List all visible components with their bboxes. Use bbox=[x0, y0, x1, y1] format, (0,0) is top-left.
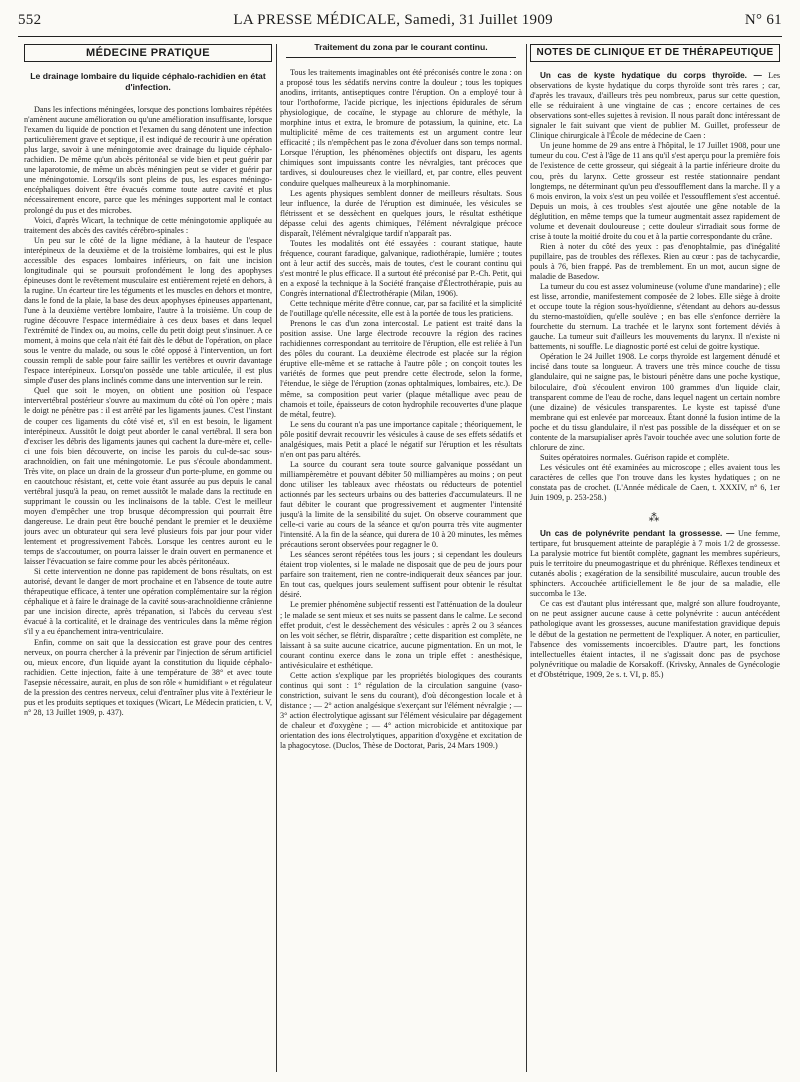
paragraph: Tous les traitements imaginables ont été préconisés contre le zona : on a proposé tous les sédatifs nervins contre la douleur ; tous les topiques anodins, irritants, antiseptiques contre l'éruption. On a employé tour à tour l'orthoforme, l'acide picrique, les injections épidurales de sérum physiologique, de cocaïne, le stypage au chlorure de méthyle, la morphine intus et extra, le bromure de potassium, la quinine, etc. La multiplicité même de ces traitements est un argument contre leur efficacité ; ils n'empêchent pas le zona d'évoluer dans son temps normal. Lorsque l'éruption, les phénomènes objectifs ont disparu, les agents chimiques sont impuissants contre les névralgies, tant précoces que tardives, si douloureuses chez le vieillard, et, par contre, elles peuvent conduire quelques malheureux à la morphinomanie. bbox=[280, 68, 522, 188]
paragraph: Les agents physiques semblent donner de meilleurs résultats. Sous leur influence, la durée de l'éruption est diminuée, les vésicules se flétrissent et se dessèchent en quelques jours, le résultat esthétique dépasse celui des agents chimiques, l'élément névralgique précoce disparaît, l'élément névralgique tardif n'apparaît pas. bbox=[280, 188, 522, 238]
paragraph: Quel que soit le moyen, on obtient une position où l'espace intervertébral postérieur s'ouvre au maximum du côté où l'on opère ; mais le doigt ne pénètre pas : il est arrêté par les ligaments jaunes. C'est l'instant de couper ces ligaments du côté visé et, s'il en est besoin, le ligament interépineux. Aussitôt le doigt peut aborder le canal vertébral. Il sera bon d'exciser les débris des ligaments jaunes qui cachent la dure-mère et, celle-ci une fois bien découverte, on incise les parois du cul-de-sac sous-arachnoïdien, on fait une méningotomie. Le pus s'écoule abondamment. Très vite, on place un drain de la grosseur d'un porte-plume, en gomme ou en caoutchouc résistant, et, cette voie étant assurée au pus depuis le canal vertébral jusqu'à la peau, on remet aussitôt le malade dans la rectitude en supprimant le coussin ou les inclinaisons de la table. C'est le meilleur moyen d'empêcher une trop brusque décompression qui pourrait être dangereuse. Le drain peut être bouché pendant le premier et le deuxième jours avec un obturateur qui sera levé plusieurs fois par jour pour vider lentement et progressivement l'abcès. Lorsque les centres auront eu le temps de s'accoutumer, on pourra laisser le drain ouvert en permanence et laisser l'évacuation se faire comme pour les abcès péritonéaux. bbox=[24, 386, 272, 567]
article-title: Traitement du zona par le courant continu. bbox=[286, 44, 516, 58]
paragraph: Un peu sur le côté de la ligne médiane, à la hauteur de l'espace interépineux de la deuxième et de la troisième lombaires, qui est le plus accessible des espaces lombaires inférieurs, on fait une incision longitudinale qui se poursuit profondément le long des apophyses épineuses dont le revêtement musculaire est entièrement rejeté en dehors, à la rugine. Un écarteur tire les téguments et les muscles en dehors et montre, dans le fond de la plaie, la base des deux apophyses épineuses appartenant, l'une à la deuxième vertèbre lombaire, l'autre à la troisième. Un coup de rugine découvre l'espace intermédiaire à ces deux bases et dans lequel l'extrémité de l'index ou, au moins, celle du petit doigt peut s'insinuer. A ce moment, à moins que cela n'ait été fait dès le début de l'opération, on place sous le ventre du malade, ou sous le côté opposé à l'intervention, un fort coussin rempli de sable pour faire saillir les vertèbres et ouvrir davantage l'espace interépineux. Lorsqu'on possède une table articulée, il est plus simple d'user des plans inclinés comme dans une intervention sur le rein. bbox=[24, 235, 272, 386]
column-medecine-pratique bbox=[24, 44, 272, 1074]
journal-title: LA PRESSE MÉDICALE, Samedi, 31 Juillet 1909 bbox=[233, 11, 553, 28]
column-divider bbox=[276, 44, 277, 1072]
paragraph: Suites opératoires normales. Guérison rapide et complète. bbox=[540, 452, 730, 462]
section-title: NOTES DE CLINIQUE ET DE THÉRAPEUTIQUE bbox=[530, 44, 780, 62]
paragraph: Opération le 24 Juillet 1908. Le corps thyroïde est largement dénudé et incisé dans toute sa longueur. A travers une très mince couche de tissu glandulaire, qui ne saigne pas, le bistouri pénètre dans une poche kystique, biloculaire, d'où s'écoulent environ 100 grammes d'un liquide clair, transparent comme de l'eau de roche, dans lequel nagent un certain nombre (une dizaine) de vésicules transparentes. Le kyste est tapissé d'une membrane qui est enlevée par morceaux. Étant donné la fusion intime de la poche et du tissu glandulaire, il n'est pas possible de la disséquer et on se contente de la marsupialiser après l'avoir touchée avec une solution forte de chlorure de zinc. bbox=[530, 352, 780, 452]
article-lead: Les observations de kyste hydatique du corps thyroïde sont très rares ; car, d'après les travaux, d'ailleurs très peu nombreux, parus sur cette question, elle se réduiraient à une vingtaine de cas ; encore certaines de ces observations sont-elles sujettes à revision. Il nous paraît donc intéressant de signaler le fait suivant que vient de publier M. Guillet, professeur de Clinique chirurgicale à l'École de médecine de Caen : bbox=[530, 71, 780, 141]
paragraph: Voici, d'après Wicart, la technique de cette méningotomie appliquée au traitement des abcès des cavités cérébro-spinales : bbox=[24, 215, 272, 235]
paragraph: La tumeur du cou est assez volumineuse (volume d'une mandarine) ; elle est lisse, arrondie, manifestement composée de 2 lobes. Elle siège à droite et occupe toute la région sous-hyoïdienne, s'étendant au dehors au-dessus du sterno-mastoïdien, qu'elle soulève ; en bas elle s'enfonce derrière la fourchette du sternum. La trachée et le larynx sont fortement déviés à gauche. La tumeur suit d'ailleurs les mouvements du larynx. Il n'existe ni battements, ni souffle. Le diagnostic porté est celui de goitre kystique. bbox=[530, 282, 780, 352]
paragraph: Enfin, comme on sait que la dessiccation est grave pour des centres nerveux, on pourra chercher à la prévenir par l'injection de sérum artificiel ou, mieux encore, d'un liquide ayant la constitution du liquide céphalo-rachidien. Cette injection, faite à une température de 38° et avec toute l'asepsie nécessaire, aurait, en plus de son rôle « humidifiant » et régulateur de la pression des centres nerveux, celui d'entraîner plus vite à l'extérieur le pus et les produits septiques et toxiques (Wicart, Le Médecin praticien, t. V, n° 28, 13 Juillet 1909, p. 437). bbox=[24, 637, 272, 717]
article-title: Un cas de polynévrite pendant la grossesse. — bbox=[540, 529, 735, 539]
section-title: MÉDECINE PRATIQUE bbox=[24, 44, 272, 62]
page-header bbox=[18, 8, 782, 32]
paragraph: Si cette intervention ne donne pas rapidement de bons résultats, on est autorisé, devant le danger de mort prochaine et en l'absence de toute autre thérapeutique efficace, à tenter une opération complémentaire sur la région céphalique et à faire le drainage de la cavité sous-arachnoïdienne crânienne par une incision directe, après trépanation, si l'abcès du cerveau s'est évacué à la corticalité, et le drainage des ventricules dans la même région s'il y a eu épanchement intra-ventriculaire. bbox=[24, 567, 272, 637]
paragraph: Le sens du courant n'a pas une importance capitale ; théoriquement, le pôle positif devrait recouvrir les vésicules à cause de ses effets sédatifs et analgésiques, mais Petit a placé le négatif sur l'éruption et les résultats n'en ont pas paru altérés. bbox=[280, 419, 522, 459]
paragraph: Le premier phénomène subjectif ressenti est l'atténuation de la douleur ; le malade se sent mieux et ses nuits se passent dans le calme. Le second effet produit, c'est le dessèchement des vésicules : après 2 ou 3 séances on les voit sécher, se flétrir, disparaître ; cette disparition est complète, ne laissant à sa suite aucune cicatrice, aucune pigmentation. En un mot, le courant continu exerce dans le zona un triple effet : anesthésique, antivésiculaire et esthétique. bbox=[280, 600, 522, 670]
header-rule bbox=[18, 36, 782, 37]
paragraph: Dans les infections méningées, lorsque des ponctions lombaires répétées n'amènent aucune amélioration ou qu'une amélioration insuffisante, lorsque l'examen du liquide de ponction et l'examen du sang dénotent une infection particulièrement grave et septique, il est indiqué de recourir à une opération plus large, savoir à une méningotomie avec drainage du liquide céphalo-rachidien. De même qu'un abcès péritonéal se vide bien et peut guérir par une laparotomie, de même un abcès méningien peut se vider et guérir par une méningotomie. Lorsqu'ils sont pleins de pus, les espaces méningo-encéphaliques doivent être évacués comme toute autre cavité et plus nécessairement encore, parce que les méninges supportent mal le contact prolongé du pus et des microbes. bbox=[24, 105, 272, 215]
paragraph: Ce cas est d'autant plus intéressant que, malgré son allure foudroyante, on ne peut assigner aucune cause à cette polynévrite : aucun antécédent pathologique avant les grossesses, aucune manifestation gravidique depuis le début de la gestation ne permettent de l'expliquer. A noter, en particulier, l'absence des vomissements incoercibles. D'autre part, les fonctions intellectuelles étaient intactes, il ne s'agissait donc pas de psychose polynévritique ou maladie de Korsakoff. (Krivsky, Annales de Gynécologie et d'Obstétrique, 1909, 2e s. t. VI, p. 85.) bbox=[530, 599, 780, 679]
paragraph: Cette action s'explique par les propriétés biologiques des courants continus qui sont : 1° régulation de la circulation sanguine (vaso-constriction, suivant le sens du courant), d'où décongestion locale et à distance ; — 2° action analgésique s'exerçant sur l'élément névralgie ; — 3° action électrolytique agissant sur l'élément vésiculaire par dégagement de chaleur et d'oxygène ; — 4° action microbicide et antitoxique par orientation des ions électrolytiques, apparition d'oxygène et excitation de la phagocytose. (Duclos, Thèse de Doctorat, Paris, 24 Mars 1909.) bbox=[280, 670, 522, 751]
paragraph: La source du courant sera toute source galvanique possédant un milliampèremètre et pouvant débiter 50 milliampères au moins ; on peut donc utiliser les tableaux avec rhéostats ou réducteurs de potentiel actionnés par les secteurs urbains ou des batteries d'accumulateurs. Il ne faut débiter le courant que progressivement et augmenter l'intensité jusqu'à la limite de la sensibilité du sujet. On observe couramment que celle-ci varie au cours de la séance et qu'on pourra très vite augmenter l'intensité. A la fin de la séance, qui durera de 10 à 20 minutes, les mêmes précautions seront observées pour regagner le 0. bbox=[280, 459, 522, 550]
issue-number: N° 61 bbox=[744, 11, 782, 28]
paragraph: Cette technique mérite d'être connue, car, par sa facilité et la simplicité de l'outillage qu'elle nécessite, elle est à la portée de tous les praticiens. bbox=[280, 299, 522, 319]
column-divider bbox=[526, 44, 527, 1072]
paragraph bbox=[530, 71, 780, 141]
article-lead: Une femme, tertipare, fut brusquement atteinte de paraplégie à 7 mois 1/2 de grossesse. La paralysie motrice fut bientôt complète, gagnant les membres supérieurs, puis le territoire du pneumogastrique et du phrénique. Réflexes tendineux et cutanés abolis ; exagération de la sensibilité musculaire, aucun trouble des sphincters. Accouchée artificiellement le 8e jour de sa maladie, elle succomba le 13e. bbox=[530, 529, 780, 599]
asterism-separator: ⁂ bbox=[648, 512, 662, 525]
column-notes-clinique bbox=[530, 44, 780, 1074]
paragraph: Rien à noter du côté des yeux : pas d'enophtalmie, pas d'inégalité pupillaire, pas de troubles des réflexes. Rien au cœur : pas de tachycardie, pouls à 76, bien frappé. Pas de tremblement. En un mot, aucun signe de maladie de Basedow. bbox=[530, 241, 780, 281]
paragraph: Les vésicules ont été examinées au microscope ; elles avaient tous les caractères de celles que l'on trouve dans les kystes hydatiques ; on ne constata pas de crochet. (L'Année médicale de Caen, t. XXXIV, n° 6, 1er Juin 1909, p. 253-258.) bbox=[530, 462, 780, 503]
paragraph: Toutes les modalités ont été essayées : courant statique, haute fréquence, courant faradique, galvanique, radiothérapie, lumière ; toutes ont à leur actif des succès, mais de toutes, c'est le courant continu qui s'est montré le plus efficace. Il a surtout été préconisé par P.-Ch. Petit, qui en a exposé la technique à la Société française d'Électrothérapie, puis au Congrès international d'Électrothérapie (Milan, 1906). bbox=[280, 238, 522, 299]
column-zona bbox=[280, 44, 522, 1074]
paragraph: Les séances seront répétées tous les jours ; si cependant les douleurs étaient trop violentes, si le malade ne disposait que de peu de jours pour parfaire son traitement, rien ne contre-indiquerait deux séances par jour. En tout cas, quelques jours seulement suffisent pour obtenir le résultat désiré. bbox=[280, 550, 522, 600]
article-title: Un cas de kyste hydatique du corps thyroïde. — bbox=[540, 71, 762, 81]
paragraph bbox=[530, 529, 780, 599]
article-title: Le drainage lombaire du liquide céphalo-rachidien en état d'infection. bbox=[30, 71, 266, 93]
paragraph: Un jeune homme de 29 ans entre à l'hôpital, le 17 Juillet 1908, pour une tumeur du cou. C'est à l'âge de 11 ans qu'il s'est aperçu pour la première fois de l'existence de cette grosseur, qui siégeait à la partie inférieure droite du cou, près du larynx. Cette grosseur est restée stationnaire pendant longtemps, ne déterminant qu'un peu d'essoufflement dans la marche. Il y a 6 mois environ, la voix s'est un peu voilée et l'essoufflement s'est accentué. Depuis un mois, à ces troubles s'est ajoutée une gêne notable de la déglutition, en même temps que la tumeur augmentait assez rapidement de volume et devenait douloureuse ; cette douleur s'irradiait sous forme de crise à toute la moitié droite du cou et à la partie correspondante du crâne. bbox=[530, 141, 780, 241]
page-number: 552 bbox=[18, 11, 42, 28]
paragraph: Prenons le cas d'un zona intercostal. Le patient est traité dans la position assise. Une large électrode recouvre la région des racines rachidiennes correspondant au territoire de l'éruption, elle est reliée à l'un des pôles du courant. La deuxième électrode est placée sur la région éruptive elle-même et se rattache à l'autre pôle ; on conçoit toutes les variétés de formes que peut prendre cette électrode, selon la forme, l'étendue, le siège de l'éruption (zonas ophtalmiques, lombaires, etc.). De même, sa composition peut varier (plaque métallique avec peau de chamois et toile, épaisseurs de coton hydrophile recouvertes d'une plaque de métal, feutre). bbox=[280, 319, 522, 419]
